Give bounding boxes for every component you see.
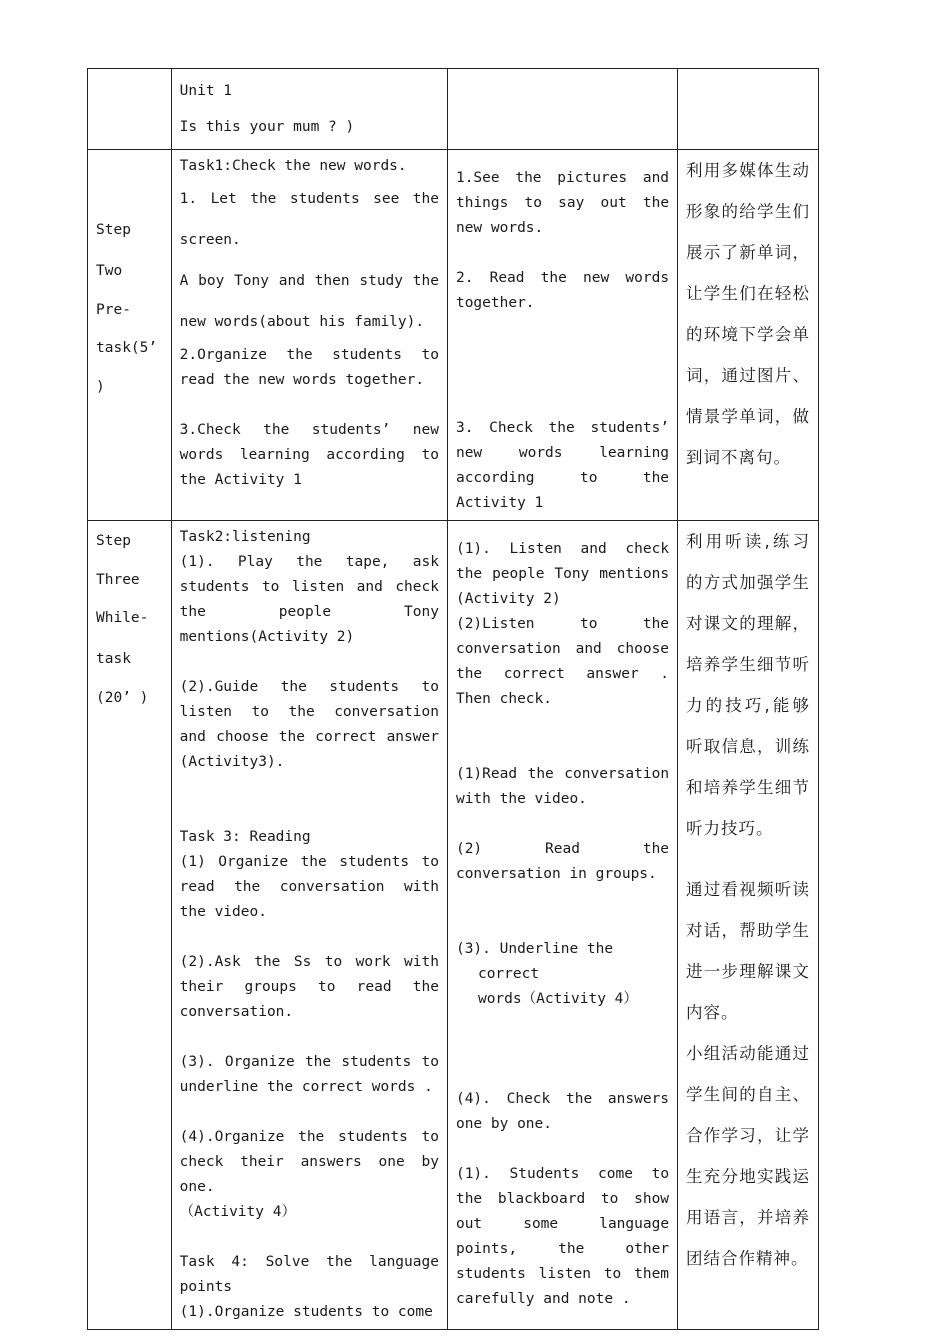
- student-step: (2)Listen to the conversation and choose the correct answer . Then check.: [455, 616, 678, 707]
- step-label: While-: [96, 610, 149, 626]
- student-step: (3). Underline the: [455, 941, 614, 957]
- teacher-activity-cell: [171, 150, 447, 521]
- step-label: Three: [96, 572, 140, 588]
- task-heading: Task 4: Solve the language points: [179, 1254, 448, 1295]
- student-step: 2. Read the new words together.: [455, 270, 678, 311]
- lesson-title: Is this your mum ? ): [179, 119, 355, 135]
- student-step: 3. Check the students’ new words learning according to the Activity 1: [455, 420, 678, 511]
- teacher-step: 2.Organize the students to read the new words together.: [179, 347, 448, 388]
- purpose-text: 小组活动能通过学生间的自主、合作学习，让学生充分地实践运用语言，并培养团结合作精神。: [686, 1044, 810, 1268]
- unit-title: Unit 1: [179, 83, 233, 99]
- teacher-step: A boy Tony and then study the new words(about his family).: [179, 273, 448, 330]
- teacher-step: (1) Organize the students to read the conversation with the video.: [179, 854, 448, 920]
- step-label: ): [96, 379, 105, 395]
- step-cell: [88, 150, 172, 521]
- activity-ref: （Activity 4）: [179, 1204, 296, 1220]
- student-step: (2) Read the conversation in groups.: [455, 841, 678, 882]
- task-heading: Task1:Check the new words.: [179, 158, 407, 174]
- teacher-step: 1. Let the students see the screen.: [179, 191, 448, 248]
- student-activity-cell: [447, 521, 677, 1330]
- teacher-step: (4).Organize the students to check their answers one by one.: [179, 1129, 448, 1195]
- table-row: [88, 150, 819, 521]
- student-step: words（Activity 4）: [477, 991, 638, 1007]
- step-label: Step: [96, 533, 131, 549]
- purpose-text: 利用听读,练习的方式加强学生对课文的理解，培养学生细节听力的技巧,能够听取信息，训练和培养学生细节听力技巧。: [686, 532, 810, 838]
- teacher-step: 3.Check the students’ new words learning according to the Activity 1: [179, 422, 448, 488]
- step-label: Step Two: [96, 222, 140, 279]
- task-heading: Task 3: Reading: [179, 829, 311, 845]
- teacher-step: (3). Organize the students to underline the correct words .: [179, 1054, 448, 1095]
- teacher-step: (1). Play the tape, ask students to listen and check the people Tony mentions(Activity 2): [179, 554, 448, 645]
- teacher-activity-cell: [171, 521, 447, 1330]
- teacher-activity-cell: [171, 69, 447, 150]
- student-activity-cell: [447, 69, 677, 150]
- purpose-cell: [678, 521, 819, 1330]
- teacher-step: (2).Guide the students to listen to the conversation and choose the correct answer (Activity3).: [179, 679, 448, 770]
- student-step: (1)Read the conversation with the video.: [455, 766, 678, 807]
- student-step: correct: [477, 966, 540, 982]
- student-step: (4). Check the answers one by one.: [455, 1091, 678, 1132]
- table-row: [88, 521, 819, 1330]
- step-label: task(5’: [96, 340, 158, 356]
- purpose-cell: 利用多媒体生动形象的给学生们展示了新单词，让学生们在轻松的环境下学会单词，通过图片、情景学单词，做到词不离句。: [678, 150, 819, 521]
- teacher-step: (1).Organize students to come: [179, 1304, 433, 1320]
- teacher-step: (2).Ask the Ss to work with their groups to read the conversation.: [179, 954, 448, 1020]
- step-label: Pre-: [96, 302, 131, 318]
- table-row: [88, 69, 819, 150]
- task-heading: Task2:listening: [179, 529, 311, 545]
- purpose-text: 通过看视频听读对话，帮助学生进一步理解课文内容。: [686, 880, 810, 1022]
- lesson-plan-table: [87, 68, 819, 1330]
- student-step: 1.See the pictures and things to say out the new words.: [455, 170, 678, 236]
- step-label: task: [96, 651, 131, 667]
- student-step: (1). Listen and check the people Tony mentions (Activity 2): [455, 541, 678, 607]
- student-step: (1). Students come to the blackboard to show out some language points, the other students listen to them carefully and note .: [455, 1166, 678, 1307]
- step-label: (20’ ): [96, 690, 149, 706]
- purpose-cell: [678, 69, 819, 150]
- step-cell: [88, 521, 172, 1330]
- student-activity-cell: [447, 150, 677, 521]
- step-cell: [88, 69, 172, 150]
